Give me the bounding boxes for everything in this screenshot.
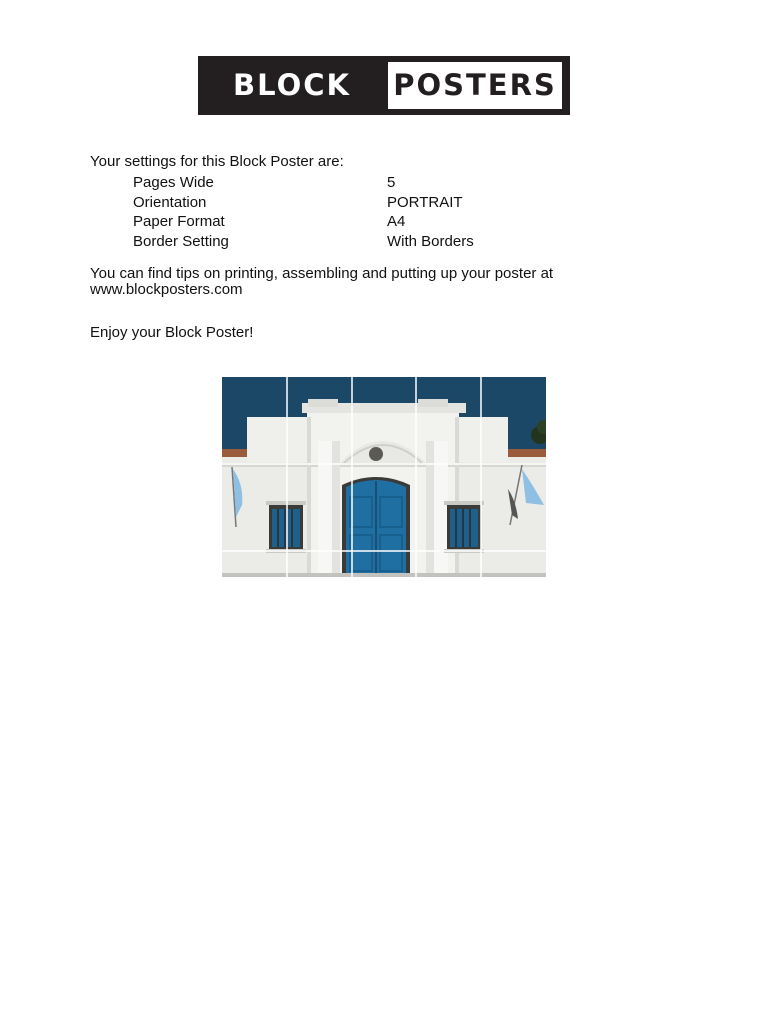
- setting-label: Pages Wide: [133, 174, 214, 191]
- logo-word-block: BLOCK: [233, 68, 351, 102]
- setting-value: With Borders: [387, 233, 474, 251]
- website-url: www.blockposters.com: [90, 281, 243, 298]
- poster-preview-image: [222, 377, 546, 577]
- setting-value: PORTRAIT: [387, 193, 463, 211]
- setting-value: A4: [387, 213, 406, 231]
- logo-word-posters: POSTERS: [388, 62, 562, 109]
- setting-value: 5: [387, 174, 396, 191]
- setting-label: Paper Format: [133, 213, 225, 231]
- settings-intro: Your settings for this Block Poster are:: [90, 153, 344, 170]
- poster-preview-svg: [222, 377, 546, 577]
- closing-text: Enjoy your Block Poster!: [90, 324, 254, 341]
- setting-label: Orientation: [133, 193, 207, 211]
- setting-label: Border Setting: [133, 233, 229, 251]
- block-posters-logo: [198, 56, 570, 115]
- tips-text: You can find tips on printing, assembling and putting up your poster at: [90, 265, 554, 282]
